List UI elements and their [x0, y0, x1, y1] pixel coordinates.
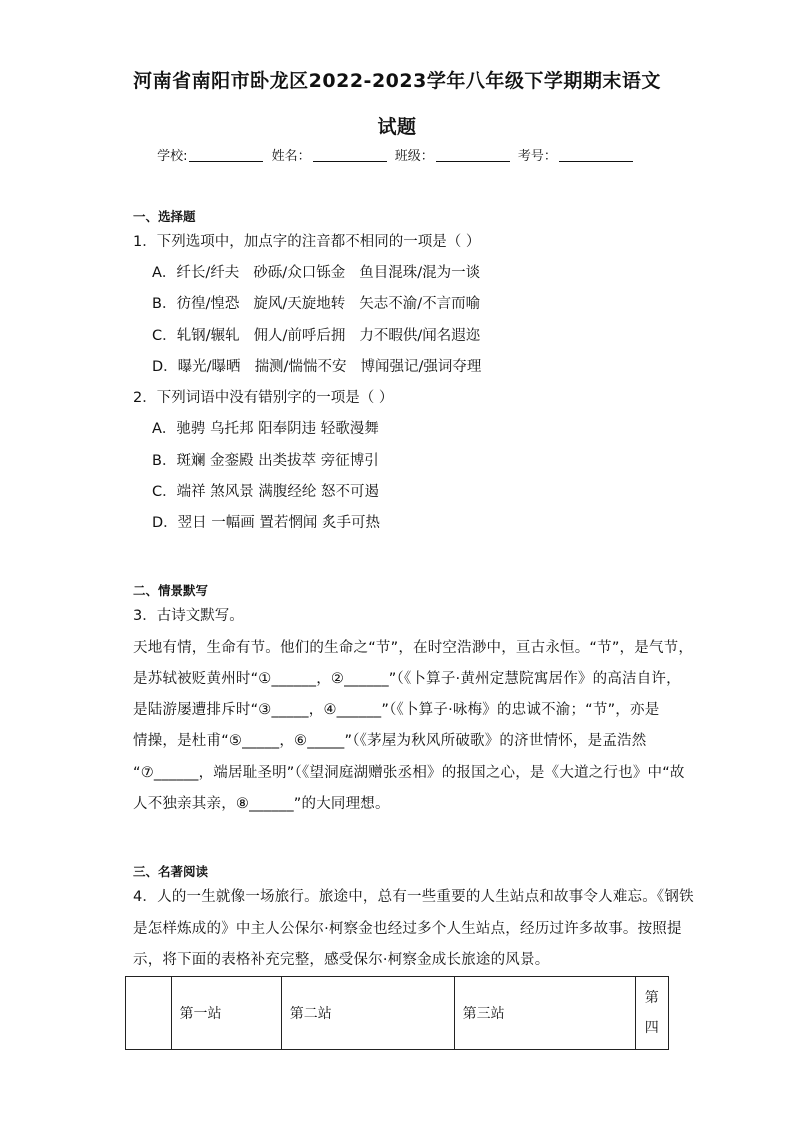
student-info-row [0, 145, 794, 164]
table-cell: 第四 [635, 977, 668, 1050]
passage-line: 情操，是杜甫“⑤_____，⑥_____”（《茅屋为秋风所破歌》的济世情怀，是孟浩然 [133, 733, 647, 749]
school-blank[interactable] [189, 148, 263, 162]
passage-line: 人不独亲其亲，⑧______”的大同理想。 [133, 796, 390, 812]
question-2-option-c[interactable]: C．端祥 煞风景 满腹经纶 怒不可遏 [152, 484, 379, 500]
question-1-option-c[interactable]: C．轧钢/辗轧 佣人/前呼后拥 力不暇供/闻名遐迩 [152, 328, 481, 344]
question-4-line: 是怎样炼成的》中主人公保尔·柯察金也经过多个人生站点，经历过许多故事。按照提 [133, 921, 682, 937]
class-label: 班级： [394, 149, 434, 164]
exam-number-label: 考号： [517, 149, 557, 164]
question-2-option-d[interactable]: D．翌日 一幅画 置若惘闻 炙手可热 [152, 515, 380, 531]
question-2-option-b[interactable]: B．斑斓 金銮殿 出类拔萃 旁征博引 [152, 453, 379, 469]
passage-line: 天地有情，生命有节。他们的生命之“节”，在时空浩渺中，亘古永恒。“节”，是气节， [133, 640, 694, 656]
passage-line: “⑦______，端居耻圣明”（《望洞庭湖赠张丞相》的报国之心，是《大道之行也》中“故 [133, 765, 685, 781]
table-cell: 第三站 [454, 977, 635, 1050]
question-2-stem: 2．下列词语中没有错别字的一项是（ ） [133, 390, 394, 406]
section-heading: 二、情景默写 [133, 583, 209, 598]
school-label: 学校: [157, 149, 188, 164]
passage-line: 是苏轼被贬黄州时“①______，②______”（《卜算子·黄州定慧院寓居作》的高洁自许， [133, 671, 681, 687]
name-blank[interactable] [313, 148, 387, 162]
class-blank[interactable] [436, 148, 510, 162]
section-heading: 三、名著阅读 [133, 864, 209, 879]
question-1-option-b[interactable]: B．彷徨/惶恐 旋风/天旋地转 矢志不渝/不言而喻 [152, 296, 481, 312]
table-cell: 第二站 [281, 977, 454, 1050]
exam-number-blank[interactable] [559, 148, 633, 162]
table-row [126, 977, 669, 1050]
name-label: 姓名： [271, 149, 311, 164]
question-3-stem: 3．古诗文默写。 [133, 608, 244, 624]
question-1-option-d[interactable]: D．曝光/曝晒 揣测/惴惴不安 博闻强记/强词夺理 [152, 359, 482, 375]
section-heading: 一、选择题 [133, 209, 196, 224]
table-cell [126, 977, 172, 1050]
question-4-line: 4．人的一生就像一场旅行。旅途中，总有一些重要的人生站点和故事令人难忘。《钢铁 [133, 889, 694, 905]
question-1-stem: 1．下列选项中，加点字的注音都不相同的一项是（ ） [133, 234, 481, 250]
passage-line: 是陆游屡遭排斥时“③_____，④______”（《卜算子·咏梅》的忠诚不渝；“节”，亦是 [133, 702, 660, 718]
question-4-line: 示，将下面的表格补充完整，感受保尔·柯察金成长旅途的风景。 [133, 952, 550, 968]
exam-title-line2: 试题 [377, 116, 417, 138]
exam-title-line1: 河南省南阳市卧龙区2022-2023学年八年级下学期期末语文 [133, 70, 661, 92]
question-2-option-a[interactable]: A．驰骋 乌托邦 阳奉阴违 轻歌漫舞 [152, 421, 379, 437]
question-1-option-a[interactable]: A．纤长/纤夫 砂砾/众口铄金 鱼目混珠/混为一谈 [152, 265, 481, 281]
journey-table [125, 976, 669, 1050]
table-cell: 第一站 [171, 977, 281, 1050]
